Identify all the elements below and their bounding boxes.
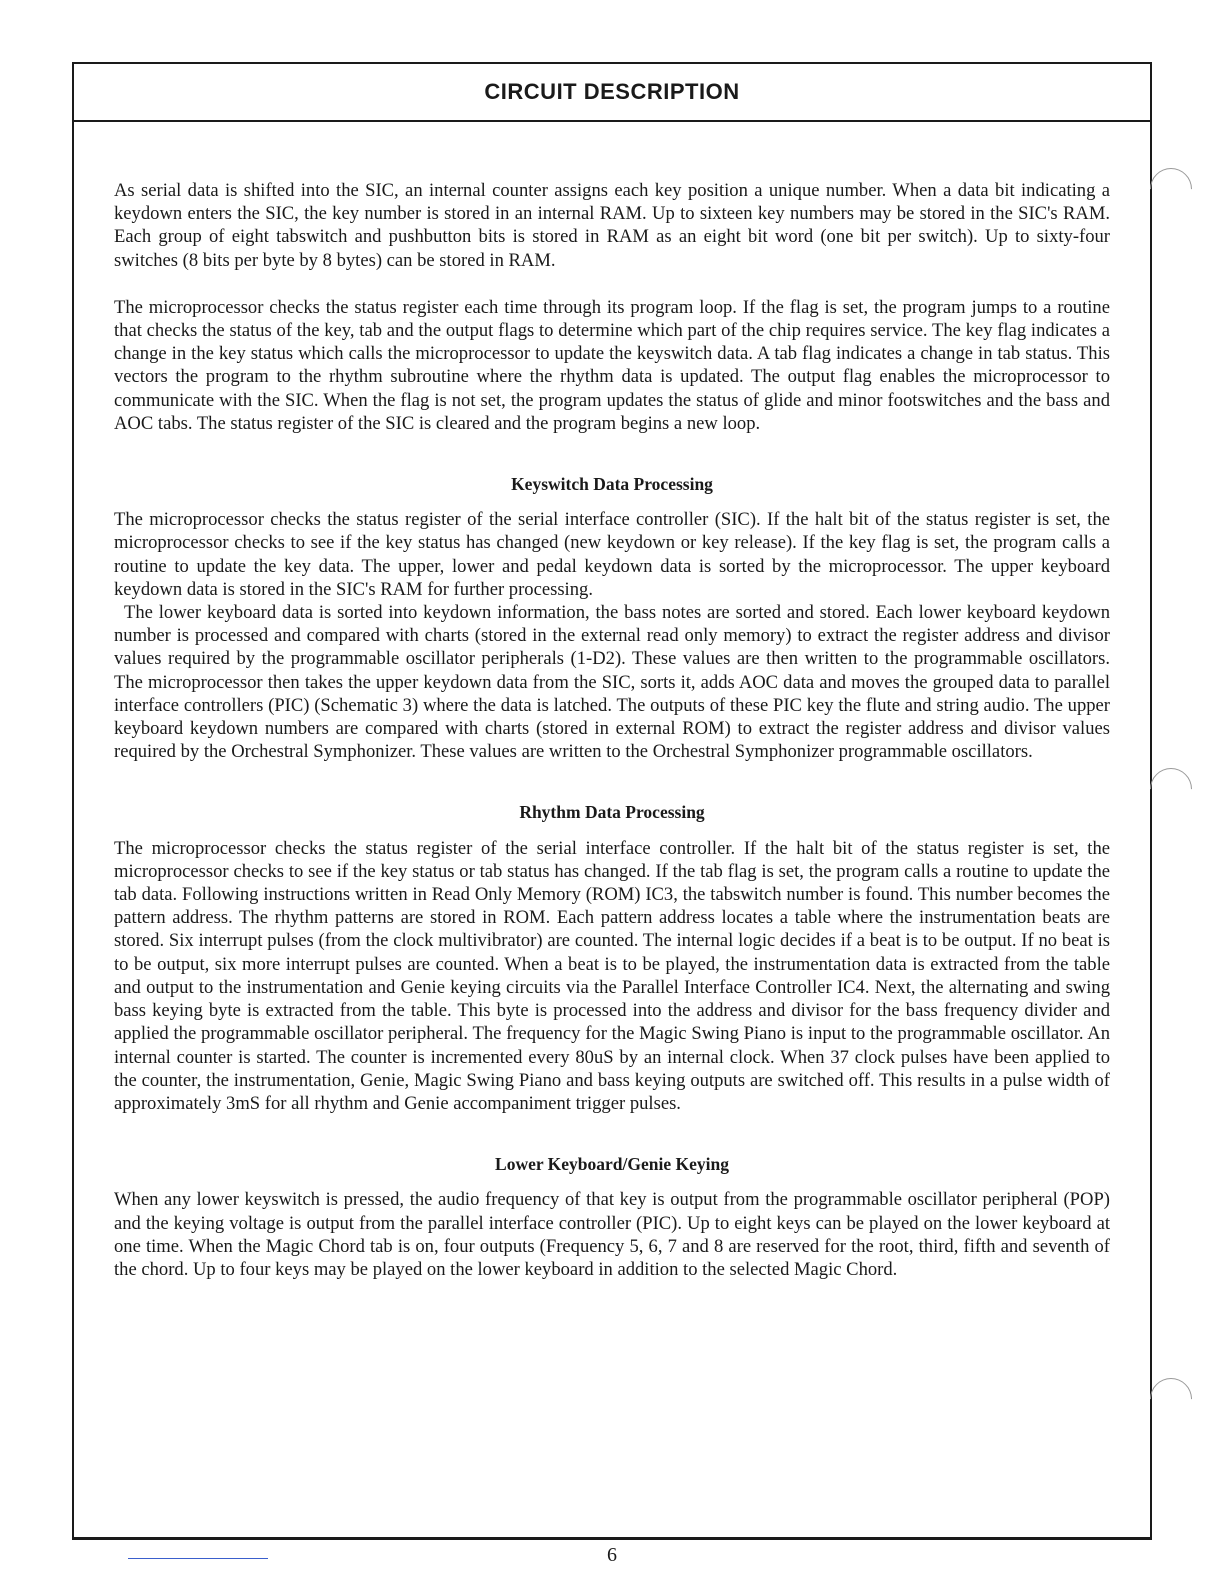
section-heading-keyswitch: Keyswitch Data Processing (511, 474, 713, 495)
page-frame (72, 62, 1152, 1540)
keyswitch-paragraph-1: The microprocessor checks the status register of the serial interface controller (SIC). If the halt bit of the status register is set, the microprocessor checks to see if the key status has changed (new keydown or key release). If the key flag is set, the program calls a routine to update the key data. The upper, lower and pedal keydown data is sorted by the microprocessor. The upper keyboard keydown data is stored in the SIC's RAM for further processing. (114, 509, 1110, 600)
intro-paragraph-2: The microprocessor checks the status register each time through its program loop. If the flag is set, the program jumps to a routine that checks the status of the key, tab and the output flags to determine which part of the chip requires service. The key flag indicates a change in the key status which calls the microprocessor to update the keyswitch data. A tab flag indicates a change in tab status. This vectors the program to the rhythm subroutine where the rhythm data is updated. The output flag enables the microprocessor to communicate with the SIC. When the flag is not set, the program updates the status of glide and minor footswitches and the bass and AOC tabs. The status register of the SIC is cleared and the program begins a new loop. (114, 296, 1110, 434)
section-heading-lower-keyboard: Lower Keyboard/Genie Keying (495, 1154, 729, 1175)
intro-paragraph-1: As serial data is shifted into the SIC, an internal counter assigns each key position a unique number. When a data bit indicating a keydown enters the SIC, the key number is stored in an internal RAM. Up to sixteen key numbers may be stored in the SIC's RAM. Each group of eight tabswitch and pushbutton bits is stored in RAM as an eight bit word (one bit per switch). Up to sixty-four switches (8 bits per byte by 8 bytes) can be stored in RAM. (114, 180, 1110, 271)
document-body (114, 179, 1110, 1281)
keyswitch-paragraph-2: The lower keyboard data is sorted into keydown information, the bass notes are sorted and stored. Each lower keyboard keydown number is processed and compared with charts (stored in the external read only memory) to extract the register address and divisor values required by the programmable oscillator peripherals (1-D2). These values are then written to the programmable oscillators. The microprocessor then takes the upper keydown data from the SIC, sorts it, adds AOC data and moves the grouped data to parallel interface controllers (PIC) (Schematic 3) where the data is latched. The outputs of these PIC key the flute and string audio. The upper keyboard keydown numbers are compared with charts (stored in external ROM) to extract the register address and divisor values required by the Orchestral Symphonizer. These values are written to the Orchestral Symphonizer programmable oscillators. (114, 602, 1110, 763)
page-title: CIRCUIT DESCRIPTION (484, 79, 740, 104)
header-bar (74, 64, 1150, 122)
page-number: 6 (607, 1544, 617, 1566)
rhythm-paragraph-1: The microprocessor checks the status register of the serial interface controller. If the halt bit of the status register is set, the microprocessor checks to see if the key status or tab status has changed. If the tab flag is set, the program calls a routine to update the tab data. Following instructions written in Read Only Memory (ROM) IC3, the tabswitch number is found. This number becomes the pattern address. The rhythm patterns are stored in ROM. Each pattern address locates a table where the instrumentation beats are stored. Six interrupt pulses (from the clock multivibrator) are counted. The internal logic decides if a beat is to be output. If no beat is to be output, six more interrupt pulses are counted. When a beat is to be played, the instrumentation data is extracted from the table and output to the instrumentation and Genie keying circuits via the Parallel Interface Controller IC4. Next, the alternating and swing bass keying byte is extracted from the table. This byte is processed into the address and divisor for the bass frequency divider and applied the programmable oscillator peripheral. The frequency for the Magic Swing Piano is input to the programmable oscillator. An internal counter is started. The counter is incremented every 80uS by an internal clock. When 37 clock pulses have been applied to the counter, the instrumentation, Genie, Magic Swing Piano and bass keying outputs are switched off. This results in a pulse width of approximately 3mS for all rhythm and Genie accompaniment trigger pulses. (114, 837, 1110, 1114)
lower-keyboard-paragraph-1: When any lower keyswitch is pressed, the audio frequency of that key is output from the programmable oscillator peripheral (POP) and the keying voltage is output from the parallel interface controller (PIC). Up to eight keys can be played on the lower keyboard at one time. When the Magic Chord tab is on, four outputs (Frequency 5, 6, 7 and 8 are reserved for the root, third, fifth and seventh of the chord. Up to four keys may be played on the lower keyboard in addition to the selected Magic Chord. (114, 1189, 1110, 1280)
section-heading-rhythm: Rhythm Data Processing (519, 802, 705, 823)
